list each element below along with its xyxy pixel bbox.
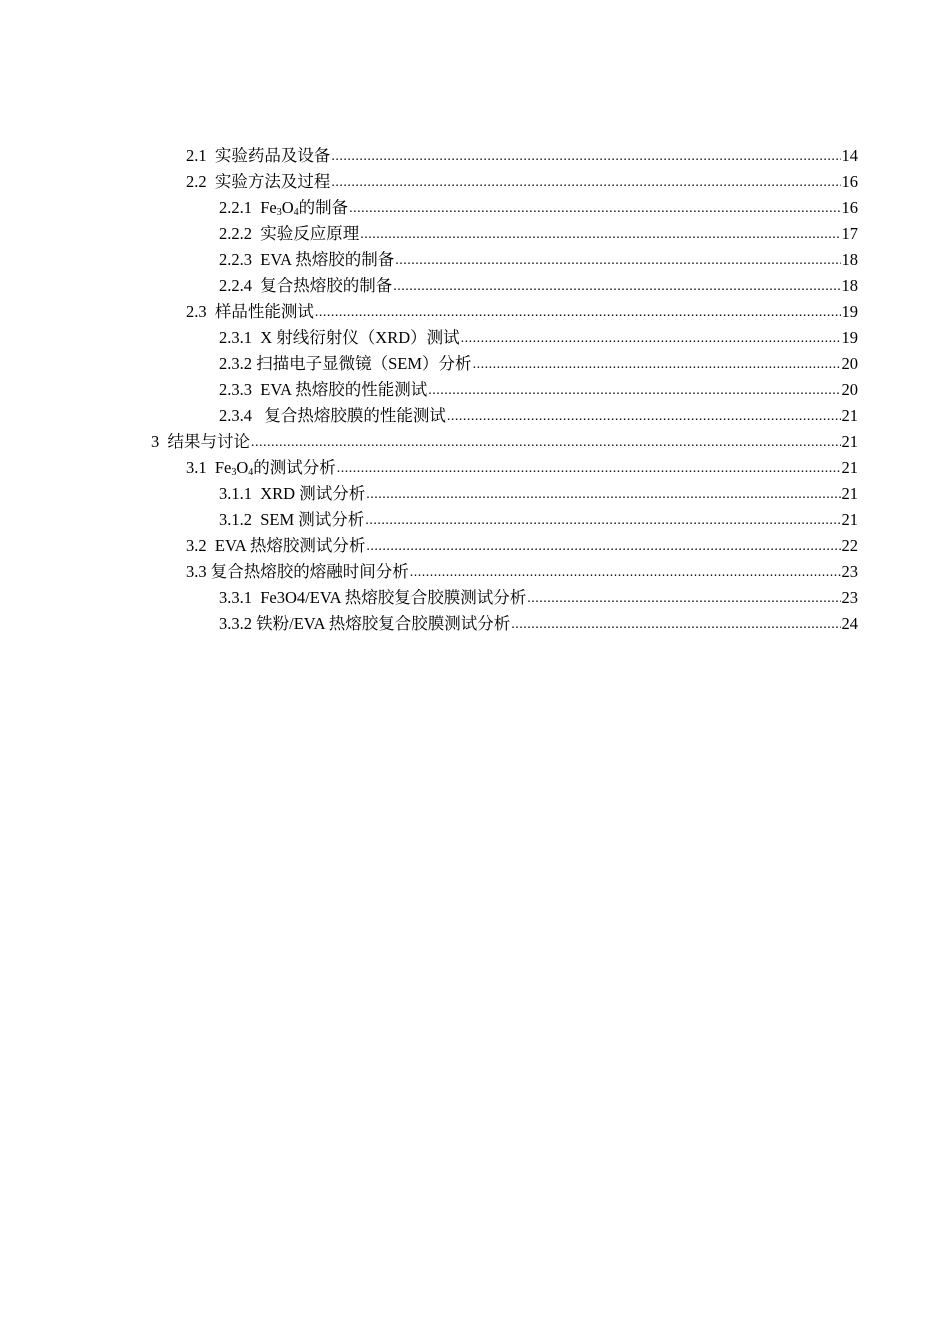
toc-leader-dots <box>447 408 841 426</box>
toc-entry-number: 2.2.1 <box>219 198 261 217</box>
toc-entry-page: 23 <box>841 562 858 581</box>
toc-entry-number: 2.3.3 <box>219 380 261 399</box>
toc-entry-page: 19 <box>841 328 858 347</box>
toc-leader-dots <box>395 252 840 270</box>
toc-entry[interactable] <box>0 478 950 504</box>
toc-entry-page: 21 <box>841 458 858 477</box>
title-part: 的测试分析 <box>253 458 336 477</box>
toc-entry[interactable] <box>0 556 950 582</box>
toc-entry[interactable] <box>0 296 950 322</box>
toc-entry-number: 2.2.3 <box>219 250 261 269</box>
toc-leader-dots <box>331 174 840 192</box>
toc-leader-dots <box>315 304 841 322</box>
toc-leader-dots <box>360 226 840 244</box>
toc-entry-title: 复合热熔胶的制备 <box>260 276 393 295</box>
subscript: 3 <box>231 467 237 478</box>
toc-entry-title: 复合热熔胶膜的性能测试 <box>264 406 446 425</box>
toc-entry-page: 14 <box>841 146 858 165</box>
toc-entry[interactable] <box>0 218 950 244</box>
toc-leader-dots <box>410 564 841 582</box>
toc-leader-dots <box>473 356 841 374</box>
toc-entry[interactable] <box>0 166 950 192</box>
title-part: 的制备 <box>298 198 349 217</box>
toc-entry-title: X 射线衍射仪（XRD）测试 <box>260 328 460 347</box>
toc-entry-number: 2.2 <box>186 172 215 191</box>
toc-entry-title: XRD 测试分析 <box>260 484 366 503</box>
toc-entry-number: 2.2.2 <box>219 224 261 243</box>
toc-entry-page: 22 <box>841 536 858 555</box>
title-part: Fe <box>214 458 232 477</box>
toc-entry-title: SEM 测试分析 <box>260 510 365 529</box>
toc-entry[interactable] <box>0 400 950 426</box>
toc-leader-dots <box>393 278 840 296</box>
toc-entry-title: EVA 热熔胶测试分析 <box>214 536 366 555</box>
toc-entry-page: 21 <box>841 406 858 425</box>
toc-entry[interactable] <box>0 504 950 530</box>
toc-entry[interactable] <box>0 530 950 556</box>
toc-entry-page: 21 <box>841 432 858 451</box>
toc-entry-title: 复合热熔胶的熔融时间分析 <box>210 562 409 581</box>
toc-entry-title: 铁粉/EVA 热熔胶复合胶膜测试分析 <box>256 614 511 633</box>
toc-entry-number: 3.3.1 <box>219 588 261 607</box>
toc-entry-number: 3.3 <box>186 562 211 581</box>
toc-entry-page: 18 <box>841 276 858 295</box>
title-part: O <box>281 198 294 217</box>
toc-entry-number: 3.1.1 <box>219 484 261 503</box>
toc-entry-number: 2.1 <box>186 146 215 165</box>
toc-entry-number: 3.1 <box>186 458 215 477</box>
toc-entry-title: 实验药品及设备 <box>214 146 331 165</box>
toc-leader-dots <box>511 616 840 634</box>
toc-leader-dots <box>337 460 841 478</box>
toc-entry[interactable] <box>0 452 950 478</box>
toc-entry[interactable] <box>0 348 950 374</box>
toc-entry-page: 23 <box>841 588 858 607</box>
toc-leader-dots <box>251 434 841 452</box>
toc-entry-number: 2.3.4 <box>219 406 265 425</box>
toc-entry-title: 实验反应原理 <box>260 224 360 243</box>
toc-entry[interactable] <box>0 322 950 348</box>
toc-entry-number: 3.3.2 <box>219 614 257 633</box>
toc-leader-dots <box>349 200 840 218</box>
toc-entry-title: EVA 热熔胶的制备 <box>260 250 395 269</box>
toc-entry-number: 2.3.2 <box>219 354 257 373</box>
toc-entry-number: 3.1.2 <box>219 510 261 529</box>
toc-entry[interactable] <box>0 582 950 608</box>
toc-entry-title: 实验方法及过程 <box>214 172 331 191</box>
toc-entry-page: 16 <box>841 172 858 191</box>
toc-entry-page: 17 <box>841 224 858 243</box>
toc-entry-title: 结果与讨论 <box>167 432 250 451</box>
toc-entry-page: 19 <box>841 302 858 321</box>
toc-leader-dots <box>428 382 840 400</box>
toc-entry-page: 21 <box>841 510 858 529</box>
toc-entry-title: Fe3O4/EVA 热熔胶复合胶膜测试分析 <box>260 588 527 607</box>
toc-entry-page: 20 <box>841 380 858 399</box>
toc-entry-page: 24 <box>841 614 858 633</box>
toc-entry-title: EVA 热熔胶的性能测试 <box>260 380 428 399</box>
toc-entry[interactable] <box>0 374 950 400</box>
toc-entry-page: 20 <box>841 354 858 373</box>
title-part: O <box>236 458 249 477</box>
toc-entry[interactable] <box>0 244 950 270</box>
toc-entry-title: 扫描电子显微镜（SEM）分析 <box>256 354 472 373</box>
toc-leader-dots <box>527 590 840 608</box>
subscript: 4 <box>293 207 299 218</box>
table-of-contents <box>0 140 950 634</box>
toc-leader-dots <box>461 330 841 348</box>
toc-entry-number: 2.3.1 <box>219 328 261 347</box>
toc-entry-title <box>215 458 336 478</box>
toc-entry-page: 16 <box>841 198 858 217</box>
toc-entry[interactable] <box>0 140 950 166</box>
title-part: Fe <box>260 198 277 217</box>
toc-leader-dots <box>366 538 840 556</box>
toc-entry-number: 2.3 <box>186 302 215 321</box>
toc-entry[interactable] <box>0 270 950 296</box>
toc-entry-title <box>260 198 348 218</box>
toc-entry[interactable] <box>0 192 950 218</box>
toc-entry-number: 2.2.4 <box>219 276 261 295</box>
toc-entry-page: 21 <box>841 484 858 503</box>
toc-entry-title: 样品性能测试 <box>214 302 314 321</box>
toc-leader-dots <box>331 148 840 166</box>
subscript: 3 <box>276 207 282 218</box>
toc-entry-page: 18 <box>841 250 858 269</box>
toc-leader-dots <box>365 512 840 530</box>
toc-entry-number: 3 <box>151 432 168 451</box>
toc-leader-dots <box>366 486 840 504</box>
subscript: 4 <box>248 467 254 478</box>
toc-entry[interactable] <box>0 608 950 634</box>
toc-entry[interactable] <box>0 426 950 452</box>
toc-entry-number: 3.2 <box>186 536 215 555</box>
